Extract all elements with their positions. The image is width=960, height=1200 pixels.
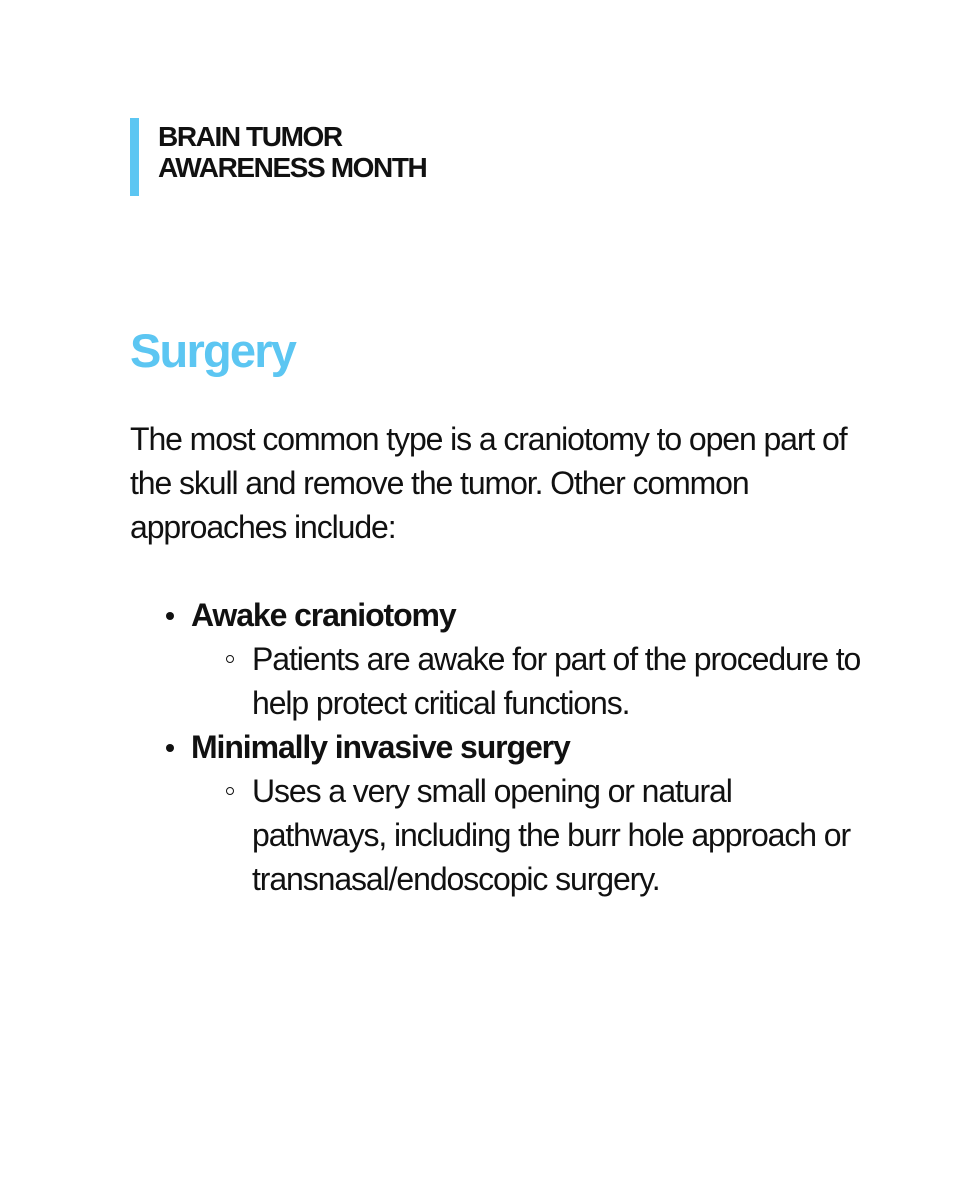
bullet-icon	[166, 612, 174, 620]
sub-list-item-text: Patients are awake for part of the procedure to help protect critical functions.	[252, 641, 861, 721]
header-title-line-2: AWARENESS MONTH	[158, 152, 427, 183]
accent-bar	[130, 118, 139, 196]
bullet-icon	[166, 744, 174, 752]
list-item-label: Minimally invasive surgery	[191, 729, 570, 765]
list-item-label: Awake craniotomy	[191, 597, 456, 633]
sub-list-item	[252, 769, 872, 901]
hollow-bullet-icon	[226, 655, 234, 663]
sub-list-item-text: Uses a very small opening or natural pathways, including the burr hole approach or transnasal/endoscopic surgery.	[252, 773, 851, 897]
list-item	[160, 725, 920, 901]
list-item-heading	[191, 593, 920, 637]
approach-list	[160, 593, 920, 901]
hollow-bullet-icon	[226, 787, 234, 795]
sub-list-item	[252, 637, 872, 725]
header	[130, 118, 426, 196]
list-item	[160, 593, 920, 725]
header-title	[158, 121, 426, 183]
section-title: Surgery	[130, 324, 296, 377]
intro-paragraph: The most common type is a craniotomy to open part of the skull and remove the tumor. Other common approaches include:	[130, 421, 847, 545]
header-title-line-1: BRAIN TUMOR	[158, 121, 342, 152]
list-item-heading	[191, 725, 920, 769]
